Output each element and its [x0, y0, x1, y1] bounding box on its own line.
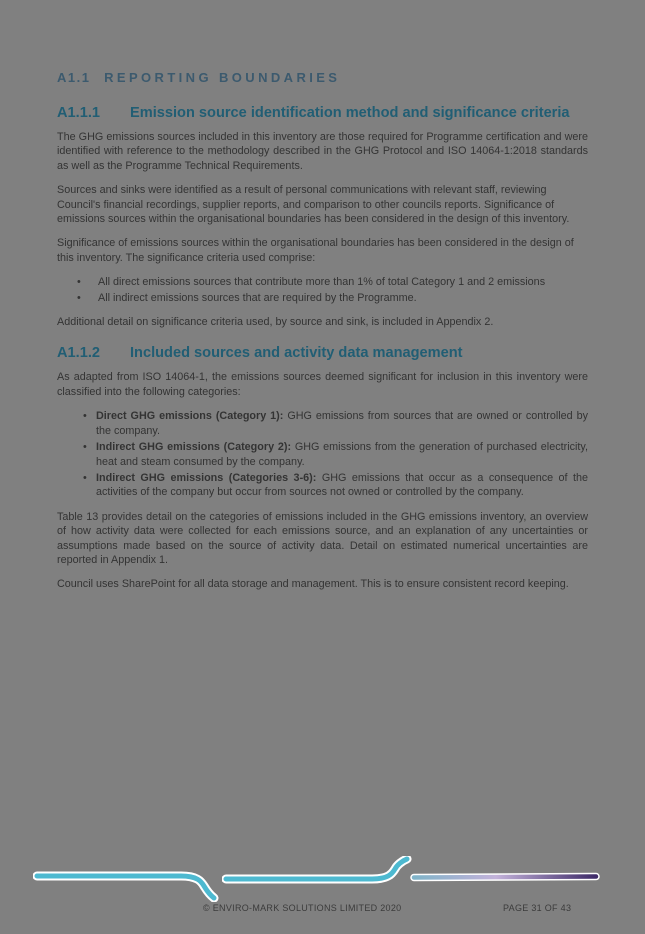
bullet-text: GHG emissions from sources that are owned or controlled by the company.: [96, 410, 588, 437]
bullet-item: [83, 409, 588, 438]
bullet-text: GHG emissions from the generation of purchased electricity, heat and steam consumed by the company.: [96, 441, 588, 468]
paragraph: Additional detail on significance criteria used, by source and sink, is included in Appendix 2.: [57, 316, 494, 329]
subsection-heading-a1-1-1: [57, 105, 588, 121]
subsection-number: A1.1.2: [57, 345, 100, 362]
subsection-title: Included sources and activity data management: [130, 345, 463, 362]
bullet-term: Direct GHG emissions (Category 1):: [96, 410, 284, 423]
paragraph: As adapted from ISO 14064-1, the emissions sources deemed significant for inclusion in this inventory were classified into the following categories:: [57, 371, 588, 398]
bullet-item: • All direct emissions sources that contribute more than 1% of total Category 1 and 2 emissions: [77, 275, 588, 289]
bullet-item: • All indirect emissions sources that are required by the Programme.: [77, 291, 588, 305]
bullet-item: [83, 471, 588, 500]
document-content: [57, 70, 588, 602]
significance-criteria-list: [77, 275, 588, 305]
swoosh-middle-graphic: [222, 856, 412, 886]
subsection-title: Emission source identification method and significance criteria: [130, 105, 570, 121]
paragraph: Council uses SharePoint for all data storage and management. This is to ensure consistent record keeping.: [57, 578, 569, 591]
page-footer: [0, 855, 645, 934]
paragraph: Table 13 provides detail on the categories of emissions included in the GHG emissions inventory, an overview of how activity data were collected for each emissions source, and an explanation of any uncertainties or assumptions made based on the source of activity data. Detail on estimated numerical uncertainties are reported in Appendix 1.: [57, 510, 588, 566]
ghg-categories-list: [83, 409, 588, 499]
bullet-term: Indirect GHG emissions (Categories 3-6):: [96, 471, 317, 484]
section-number: A1.1: [57, 70, 91, 85]
section-heading: [57, 70, 588, 85]
copyright-text: © ENVIRO-MARK SOLUTIONS LIMITED 2020: [203, 903, 402, 913]
page-number: PAGE 31 OF 43: [503, 903, 572, 913]
bullet-text: GHG emissions that occur as a consequence of the activities of the company but occur from sources not owned or controlled by the company.: [96, 471, 588, 499]
paragraph: The GHG emissions sources included in this inventory are those required for Programme certification and were identified with reference to the methodology described in the GHG Protocol and ISO 14064-1:2018 standards as well as the Programme Technical Requirements.: [57, 131, 588, 172]
footer-text-row: [0, 903, 645, 917]
subsection-heading-a1-1-2: [57, 345, 588, 361]
section-title: REPORTING BOUNDARIES: [104, 70, 341, 85]
swoosh-right-graphic: [410, 871, 600, 883]
bullet-term: Indirect GHG emissions (Category 2):: [96, 441, 292, 454]
subsection-number: A1.1.1: [57, 105, 100, 121]
paragraph: Significance of emissions sources within the organisational boundaries has been considered in the design of this inventory. The significance criteria used comprise:: [57, 237, 574, 264]
swoosh-left-graphic: [33, 870, 219, 902]
bullet-item: [83, 440, 588, 469]
paragraph: Sources and sinks were identified as a result of personal communications with relevant staff, reviewing Council's financial recordings, supplier reports, and comparison to other councils reports. Significance of emissions sources within the organisational boundaries has been considered in the design of this inventory.: [57, 184, 570, 226]
